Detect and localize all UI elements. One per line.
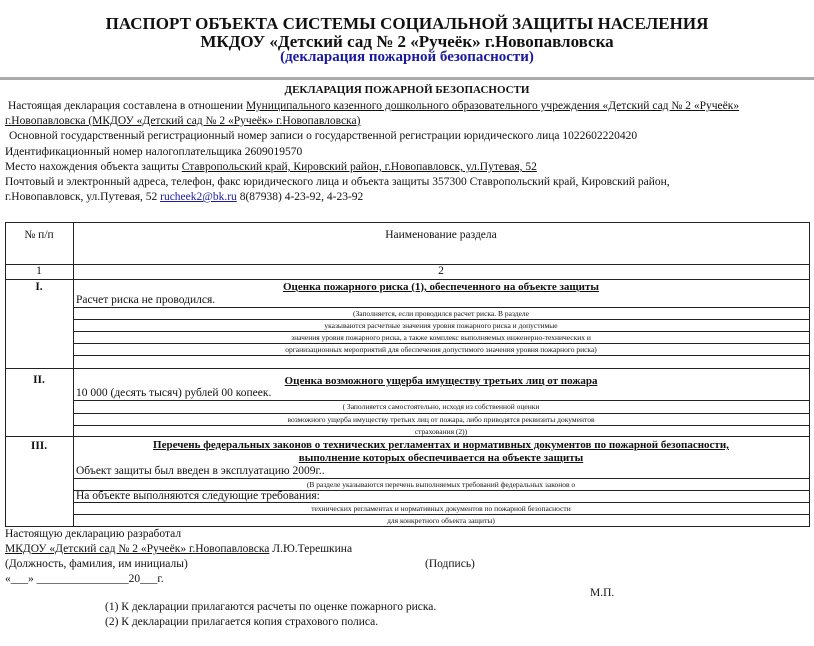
section-2-title: Оценка возможного ущерба имуществу третьих лиц от пожара [284,375,598,387]
section-1-note: указываются расчетные значения уровня пожарного риска и допустимые [324,321,558,330]
l3: Основной государственный регистрационный номер записи о государственной регистрации юридического лица 1022602220420 [9,130,638,142]
footer-signature-caption: (Подпись) [425,558,475,570]
col-num-1: 1 [36,265,42,277]
section-1-note: (Заполняется, если проводился расчет риска. В разделе [352,309,530,318]
l7b: 8(87938) 4-23-92, 4-23-92 [236,191,364,203]
header-divider [0,77,814,80]
section-1-num: I. [35,281,43,293]
section-3-num: III. [30,440,48,452]
footer-org: МКДОУ «Детский сад № 2 «Ручеёк» г.Новопавловска [5,543,270,555]
l1-value: Муниципального казенного дошкольного образовательного учреждения «Детский сад № 2 «Ручеёк» [245,100,740,112]
l2: г.Новопавловска (МКДОУ «Детский сад № 2 «Ручеёк» г.Новопавловска) [5,115,361,127]
section-2-num: II. [33,374,45,386]
footnote-2: (2) К декларации прилагается копия страхового полиса. [105,616,379,628]
email-link[interactable]: rucheek2@bk.ru [160,191,237,203]
footer-stamp: М.П. [590,587,615,599]
footer-developed-by: Настоящую декларацию разработал [5,528,182,540]
section-1-note: значения уровня пожарного риска, а также комплекс выполняемых инженерно-технических и [291,333,591,342]
col-header-name: Наименование раздела [385,229,497,241]
section-3-note2: технических регламентах и нормативных документов по пожарной безопасности [311,504,571,513]
header-line3: (декларация пожарной безопасности) [280,49,534,65]
footer-position-caption: (Должность, фамилия, им инициалы) [5,558,188,570]
section-2-note: возможного ущерба имуществу третьих лиц от пожара, либо приводятся реквизиты документов [287,415,595,424]
doc-title: ДЕКЛАРАЦИЯ ПОЖАРНОЙ БЕЗОПАСНОСТИ [284,84,530,96]
col-header-num: № п/п [24,229,54,241]
col-num-2: 2 [438,265,444,277]
header-line2: МКДОУ «Детский сад № 2 «Ручеёк» г.Новопавловска [200,32,614,51]
footer-date: «___» ________________20___г. [5,573,164,585]
l4: Идентификационный номер налогоплательщика 2609019570 [5,146,303,158]
section-1-text: Расчет риска не проводился. [76,294,216,306]
section-3-note1: (В разделе указываются перечень выполняемых требований федеральных законов о [306,480,576,489]
l5-label: Место нахождения объекта защиты [5,161,182,173]
section-3-text2: На объекте выполняются следующие требования: [76,490,320,502]
footer-person: Л.Ю.Терешкина [269,543,353,555]
section-1-title: Оценка пожарного риска (1), обеспеченного на объекте защиты [282,281,600,293]
section-2-note: ( Заполняется самостоятельно, исходя из собственной оценки [342,402,540,411]
l6: Почтовый и электронный адреса, телефон, факс юридического лица и объекта защиты 357300 Ставропольский край, Кировский район, [5,176,670,188]
section-3-text1: Объект защиты был введен в эксплуатацию 2009г.. [76,465,325,477]
section-3-title2: выполнение которых обеспечивается на объекте защиты [298,452,584,464]
l1-label: Настоящая декларация составлена в отношении [8,100,246,112]
section-2-text: 10 000 (десять тысяч) рублей 00 копеек. [76,387,272,399]
l7a: г.Новопавловск, ул.Путевая, 52 [5,191,161,203]
footnote-1: (1) К декларации прилагаются расчеты по оценке пожарного риска. [105,601,437,613]
section-3-note3: для конкретного объекта защиты) [387,516,495,525]
l5-value: Ставропольский край, Кировский район, г.Новопавловск, ул.Путевая, 52 [181,161,537,173]
section-3-title1: Перечень федеральных законов о технических регламентах и нормативных документов по пожарной безопасности, [153,439,729,451]
header-line1: ПАСПОРТ ОБЪЕКТА СИСТЕМЫ СОЦИАЛЬНОЙ ЗАЩИТЫ НАСЕЛЕНИЯ [105,14,709,33]
section-1-note: организационных мероприятий для обеспечения допустимого значения уровня пожарного риска) [285,345,597,354]
section-2-note: страхования (2)) [414,427,468,436]
